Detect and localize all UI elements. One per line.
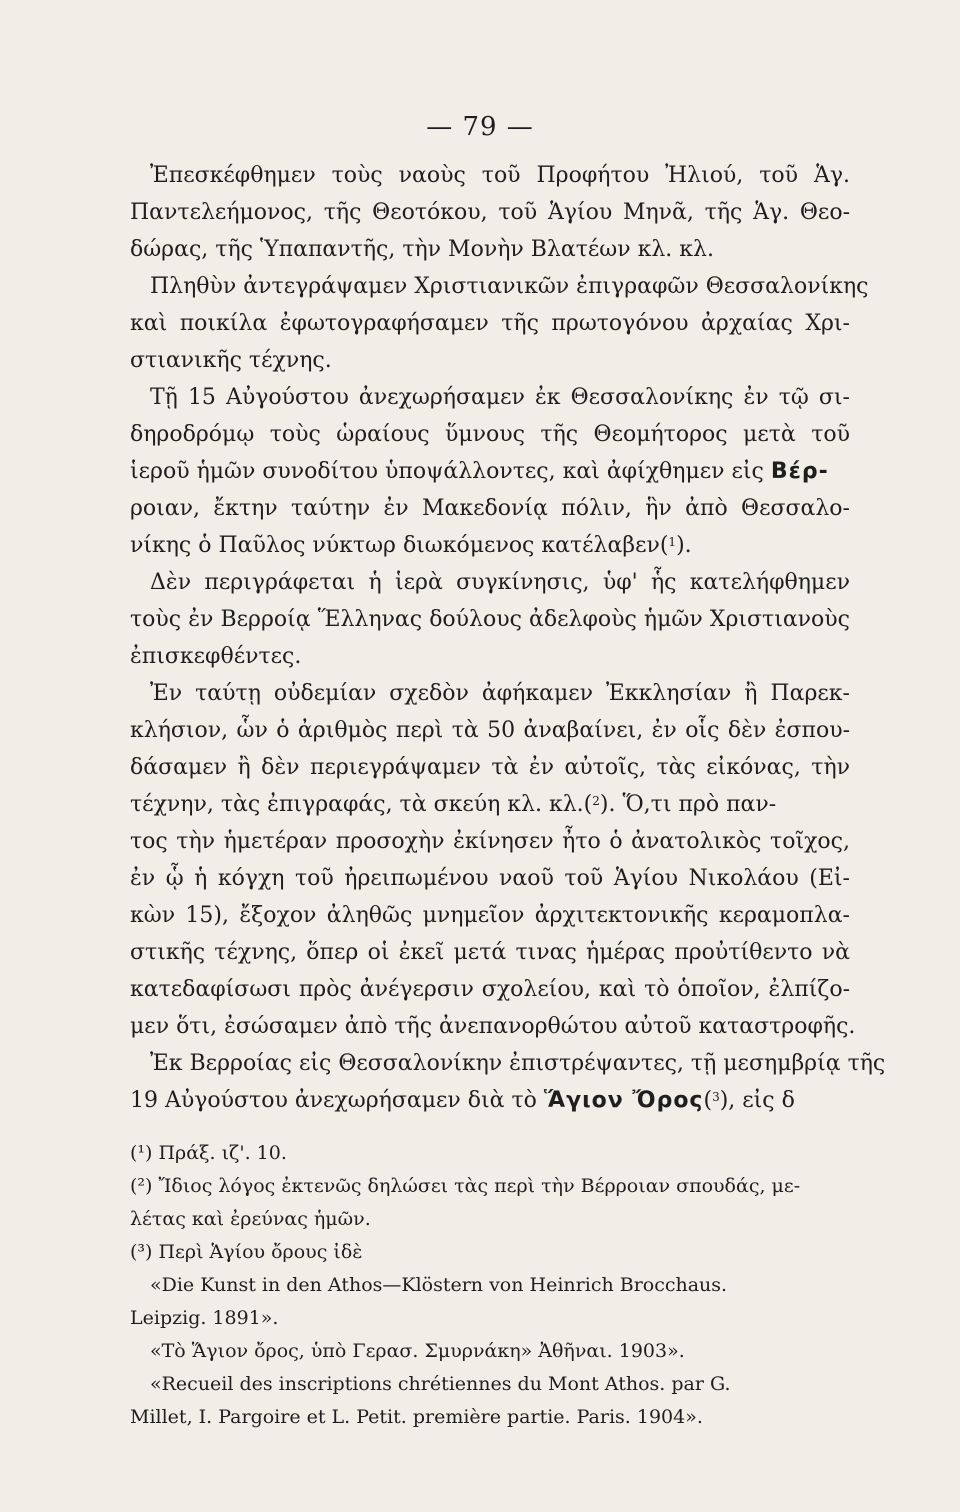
text-line: στιανικῆς τέχνης. <box>130 348 332 373</box>
text-line: καὶ ποικίλα ἐφωτογραφήσαμεν τῆς πρωτογόνου ἀρχαίας Χρι- <box>130 311 850 336</box>
text-fragment: ), εἰς δ <box>719 1088 795 1113</box>
text-line <box>130 530 850 562</box>
text-line: τος τὴν ἡμετέραν προσοχὴν ἐκίνησεν ἦτο ὁ ἀνατολικὸς τοῖχος, <box>130 829 850 854</box>
place-name-agion-oros: Ἅγιον Ὄρος <box>543 1088 704 1113</box>
text-line: Πληθὺν ἀντεγράψαμεν Χριστιανικῶν ἐπιγραφῶν Θεσσαλονίκης <box>150 274 869 299</box>
text-fragment: ἱεροῦ ἡμῶν συνοδίτου ὑποψάλλοντες, καὶ ἀφίχθημεν εἰς <box>130 459 764 484</box>
text-fragment: τέχνην, τὰς ἐπιγραφάς, τὰ σκεύη κλ. κλ.( <box>130 792 593 817</box>
text-line: Παντελεήμονος, τῆς Θεοτόκου, τοῦ Ἁγίου Μηνᾶ, τῆς Ἁγ. Θεο- <box>130 200 850 225</box>
text-line: ἐν ᾧ ἡ κόγχη τοῦ ἠρειπωμένου ναοῦ τοῦ Ἁγίου Νικολάου (Εἰ- <box>130 866 850 891</box>
text-fragment: 19 Αὐγούστου ἀνεχωρήσαμεν διὰ τὸ <box>130 1088 537 1113</box>
text-line: μεν ὅτι, ἐσώσαμεν ἀπὸ τῆς ἀνεπανορθώτου αὐτοῦ καταστροφῆς. <box>130 1014 856 1039</box>
footnote-line: Leipzig. 1891». <box>130 1307 279 1329</box>
text-line: κατεδαφίσωσι πρὸς ἀνέγερσιν σχολείου, καὶ τὸ ὁποῖον, ἐλπίζο- <box>130 977 850 1002</box>
text-line: δάσαμεν ἢ δὲν περιεγράψαμεν τὰ ἐν αὐτοῖς, τὰς εἰκόνας, τὴν <box>130 755 850 780</box>
text-line: δώρας, τῆς Ὑπαπαντῆς, τὴν Μονὴν Βλατέων κλ. κλ. <box>130 237 714 262</box>
footnote-line: (³) Περὶ Ἁγίου ὄρους ἰδὲ <box>130 1241 363 1263</box>
text-line: δηροδρόμῳ τοὺς ὡραίους ὕμνους τῆς Θεομήτορος μετὰ τοῦ <box>130 422 850 447</box>
place-name-verroia: Βέρ- <box>770 459 829 484</box>
text-fragment: νίκης ὁ Παῦλος νύκτωρ διωκόμενος κατέλαβεν( <box>130 533 669 558</box>
footnote-marker: 2 <box>592 794 600 808</box>
text-fragment: ). <box>676 533 692 558</box>
text-line <box>130 456 850 488</box>
footnote-line: (²) Ἴδιος λόγος ἐκτενῶς δηλώσει τὰς περὶ τὴν Βέρροιαν σπουδάς, με- <box>130 1175 801 1197</box>
text-line: Ἐν ταύτῃ οὐδεμίαν σχεδὸν ἀφήκαμεν Ἐκκλησίαν ἢ Παρεκ- <box>150 681 850 706</box>
footnote-line: «Recueil des inscriptions chrétiennes du Mont Athos. par G. <box>150 1373 731 1395</box>
text-line: Δὲν περιγράφεται ἡ ἱερὰ συγκίνησις, ὑφ' ἧς κατελήφθημεν <box>150 570 850 595</box>
footnote-line: λέτας καὶ ἐρεύνας ἡμῶν. <box>130 1208 371 1230</box>
text-line: Τῇ 15 Αὐγούστου ἀνεχωρήσαμεν ἐκ Θεσσαλονίκης ἐν τῷ σι- <box>150 385 850 410</box>
text-line: τοὺς ἐν Βερροίᾳ Ἕλληνας δούλους ἀδελφοὺς ἡμῶν Χριστιανοὺς <box>130 607 850 632</box>
text-line: Ἐκ Βερροίας εἰς Θεσσαλονίκην ἐπιστρέψαντες, τῇ μεσημβρίᾳ τῆς <box>150 1051 886 1076</box>
text-line: ροιαν, ἔκτην ταύτην ἐν Μακεδονίᾳ πόλιν, ἣν ἀπὸ Θεσσαλο- <box>130 496 850 521</box>
text-line: Ἐπεσκέφθημεν τοὺς ναοὺς τοῦ Προφήτου Ἠλιού, τοῦ Ἁγ. <box>150 163 850 188</box>
footnote-marker: 1 <box>668 535 677 549</box>
text-line: ἐπισκεφθέντες. <box>130 644 302 669</box>
page-number: — 79 — <box>426 112 534 142</box>
text-line: κὼν 15), ἔξοχον ἀληθῶς μνημεῖον ἀρχιτεκτονικῆς κεραμοπλα- <box>130 903 850 928</box>
footnote-marker: 3 <box>712 1090 720 1104</box>
footnote-line: «Die Kunst in den Athos—Klöstern von Heinrich Brocchaus. <box>150 1274 728 1296</box>
footnote-line: Millet, I. Pargoire et L. Petit. première partie. Paris. 1904». <box>130 1406 703 1428</box>
text-line: 19 Αὐγούστου ἀνεχωρήσαμεν διὰ τὸ Ἅγιον Ὄρος($^3$), εἰς δ <box>130 1088 795 1113</box>
text-fragment: ). Ὅ,τι πρὸ παν- <box>599 792 777 817</box>
text-line: κλήσιον, ὧν ὁ ἀριθμὸς περὶ τὰ 50 ἀναβαίνει, ἐν οἷς δὲν ἐσπου- <box>130 718 850 743</box>
text-line <box>130 789 850 821</box>
footnote-line: (¹) Πράξ. ιζ'. 10. <box>130 1142 287 1164</box>
text-line: στικῆς τέχνης, ὅπερ οἱ ἐκεῖ μετά τινας ἡμέρας προὐτίθεντο νὰ <box>130 940 850 965</box>
footnote-line: «Τὸ Ἅγιον ὄρος, ὑπὸ Γερασ. Σμυρνάκη» Ἀθῆναι. 1903». <box>150 1340 685 1362</box>
